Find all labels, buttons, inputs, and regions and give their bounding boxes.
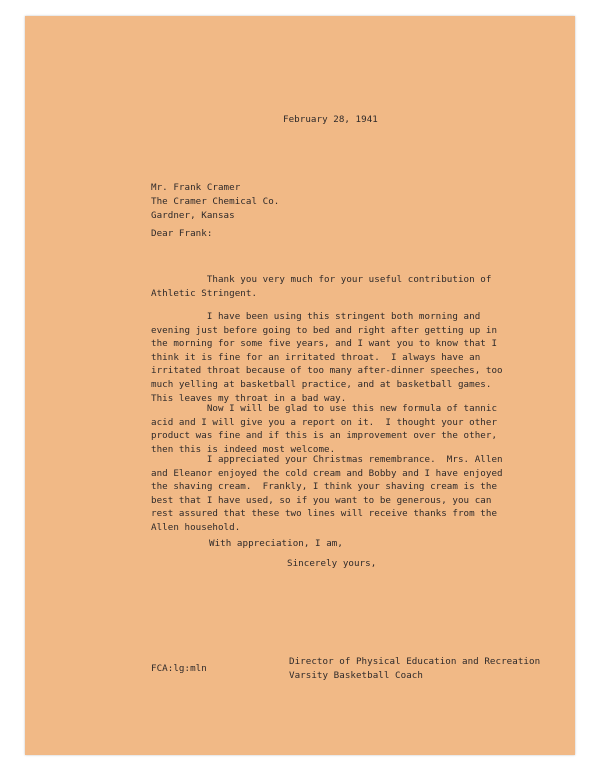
body-line: the morning for some five years, and I want you to know that I (151, 338, 498, 350)
body-line: I appreciated your Christmas remembrance. Mrs. Allen (151, 454, 503, 465)
closing: With appreciation, I am, (209, 538, 343, 549)
body-line: rest assured that these two lines will receive thanks from the (151, 508, 498, 520)
letter-page (25, 16, 575, 755)
reference-initials: FCA:lg:mln (151, 663, 207, 674)
salutation: Dear Frank: (151, 228, 213, 239)
signature-title-coach: Varsity Basketball Coach (289, 670, 423, 681)
body-line: think it is fine for an irritated throat. I always have an (151, 351, 481, 363)
letter-date: February 28, 1941 (283, 114, 378, 125)
body-line: and Eleanor enjoyed the cold cream and Bobby and I have enjoyed (151, 467, 503, 479)
body-line: Now I will be glad to use this new formula of tannic (151, 403, 498, 414)
body-line: evening just before going to bed and right after getting up in (151, 324, 498, 336)
body-line: best that I have used, so if you want to be generous, you can (151, 494, 492, 506)
body-line: Athletic Stringent. (151, 287, 258, 299)
signature-title-director: Director of Physical Education and Recreation (289, 656, 541, 667)
body-line: much yelling at basketball practice, and at basketball games. (151, 378, 492, 390)
paragraph-thanks (151, 273, 491, 300)
body-line: acid and I will give you a report on it. I thought your other (151, 416, 498, 428)
recipient-location: Gardner, Kansas (151, 210, 235, 221)
body-line: then this is indeed most welcome. (151, 443, 336, 455)
body-line: irritated throat because of too many after-dinner speeches, too (151, 365, 503, 377)
body-line: the shaving cream. Frankly, I think your shaving cream is the (151, 481, 498, 493)
recipient-company: The Cramer Chemical Co. (151, 196, 280, 207)
paragraph-usage (151, 310, 503, 405)
valediction: Sincerely yours, (287, 558, 377, 569)
body-line: product was fine and if this is an improvement over the other, (151, 430, 498, 442)
paragraph-christmas (151, 453, 503, 535)
body-line: Thank you very much for your useful contribution of (151, 274, 492, 285)
recipient-name: Mr. Frank Cramer (151, 182, 241, 193)
body-line: Allen household. (151, 521, 241, 533)
body-line: I have been using this stringent both morning and (151, 311, 481, 322)
paragraph-new-formula (151, 402, 497, 456)
body-line: This leaves my throat in a bad way. (151, 392, 347, 404)
